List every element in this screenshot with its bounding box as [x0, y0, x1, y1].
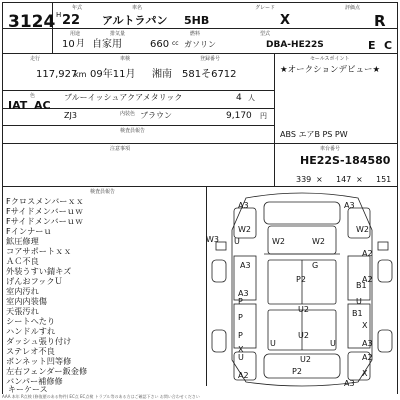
- displacement-unit: cc: [172, 40, 179, 47]
- score: R: [374, 12, 386, 30]
- damage-mark: P2: [292, 367, 302, 376]
- inspection-note: Fサイドメンバーｕｗ: [6, 206, 84, 216]
- hdr-type: 型式: [260, 31, 271, 37]
- inspection-note: コアサポートｘｘ: [6, 246, 72, 256]
- inspection-note: 室内汚れ: [6, 286, 39, 296]
- inspection-note: シートへたり: [6, 316, 56, 326]
- hdr-usage: 用途: [70, 31, 81, 37]
- int-grade: C: [384, 39, 393, 52]
- inspection-note: Fインナーｕ: [6, 226, 52, 236]
- damage-mark: A3: [240, 261, 251, 270]
- damage-mark: U: [330, 339, 336, 348]
- damage-mark: W2: [238, 225, 251, 234]
- hdr-notes: 注意事項: [110, 146, 131, 152]
- load-capacity: 9,170: [226, 111, 252, 121]
- damage-mark: U2: [298, 331, 309, 340]
- year-prefix: H: [56, 11, 62, 19]
- hdr-car-name: 車名: [132, 5, 143, 11]
- damage-mark: A3: [362, 339, 373, 348]
- damage-mark: B1: [356, 281, 367, 290]
- damage-mark: U: [238, 353, 244, 362]
- aircon: AC: [34, 99, 51, 112]
- hdr-score: 評価点: [345, 5, 361, 11]
- month-unit: 月: [76, 39, 86, 49]
- dim-height: 151: [376, 175, 392, 184]
- hdr-fuel: 燃料: [190, 31, 201, 37]
- hdr-inspection: 車検: [120, 56, 131, 62]
- month: 10: [62, 39, 75, 50]
- chassis-code: DBA-HE22S: [266, 40, 324, 50]
- plate-area: 湘南: [152, 69, 172, 80]
- inspection-note: ボンネット凹等修: [6, 356, 72, 366]
- damage-mark: X: [238, 345, 244, 354]
- inspection-note: Fクロスメンバーｘｘ: [6, 196, 84, 206]
- color-name: ブルーイッシュアクアメタリック: [64, 93, 183, 102]
- car-name: アルトラパン: [102, 14, 168, 27]
- inspection-note: 天張汚れ: [6, 306, 39, 316]
- inspection-note: Fサイドメンバーｕｗ: [6, 216, 84, 226]
- interior-color: ブラウン: [140, 111, 172, 120]
- hdr-color: 色: [30, 93, 36, 99]
- lot-number: 3124: [8, 12, 56, 32]
- accessory: キーケース: [8, 385, 48, 394]
- inspection-date: 09年11月: [90, 69, 136, 80]
- damage-mark: G: [312, 261, 319, 270]
- damage-mark: P: [238, 331, 243, 340]
- dim-sep-2: ×: [356, 175, 363, 184]
- dim-length: 339: [296, 175, 312, 184]
- mileage-unit: km: [74, 70, 87, 79]
- inspection-note: 室内内装傷: [6, 296, 47, 306]
- damage-mark: U2: [298, 305, 309, 314]
- inspection-note: げんおフックＵ: [6, 276, 63, 286]
- damage-mark: A2: [362, 275, 373, 284]
- inspection-note: ハンドルすれ: [6, 326, 56, 336]
- inspection-note: ダッシュ張り付け: [6, 336, 72, 346]
- damage-mark: A2: [362, 353, 373, 362]
- hdr-plate: 登録番号: [200, 56, 221, 62]
- inspection-note: バンパー補修修: [6, 376, 63, 386]
- dim-width: 147: [336, 175, 352, 184]
- dim-sep-1: ×: [316, 175, 323, 184]
- damage-mark: U: [270, 339, 276, 348]
- damage-mark: A2: [238, 371, 249, 380]
- ext-grade: E: [368, 39, 376, 52]
- damage-mark: A3: [344, 201, 355, 210]
- year: 22: [62, 13, 81, 28]
- hdr-mileage: 走行: [30, 56, 41, 62]
- inspection-notes-list: [6, 196, 202, 386]
- chassis-number: HE22S-184580: [300, 154, 391, 167]
- plate-number: 581そ6712: [182, 69, 237, 80]
- grade: X: [280, 13, 291, 28]
- selling-points-hdr: セールスポイント: [310, 56, 350, 62]
- inspection-note: ステレオ不良: [6, 346, 55, 356]
- options: ABS エアB PS PW: [280, 130, 348, 139]
- damage-mark: W2: [272, 237, 285, 246]
- damage-mark: A3: [344, 379, 355, 388]
- hdr-year: 年式: [72, 5, 83, 11]
- damage-mark: U: [356, 297, 362, 306]
- damage-mark: A3: [238, 201, 249, 210]
- damage-mark: P2: [296, 275, 306, 284]
- hdr-remarks: 検査員報告: [120, 128, 146, 134]
- seats-unit: 人: [248, 94, 255, 102]
- inspection-note: 鉱圧修理: [6, 236, 39, 246]
- hdr-grade: グレード: [255, 5, 276, 11]
- seats: 4: [236, 93, 242, 103]
- damage-mark: A3: [238, 289, 249, 298]
- usage: 自家用: [92, 39, 122, 50]
- damage-mark: U: [234, 237, 240, 246]
- load-unit: 円: [260, 112, 267, 120]
- inspection-note: 外装うすい錆キズ: [6, 266, 72, 276]
- footer-note: AAA 本年 R点検 (修復歴のある物件) EC点 EC点検 トラブル等のある方はご確認下さい お問い合わせください: [2, 394, 200, 399]
- inspection-note: 左右フェンダー鈑金修: [6, 366, 88, 376]
- selling-points: ★オークションデビュー★: [280, 65, 381, 75]
- damage-mark: W2: [356, 225, 369, 234]
- damage-mark: X: [362, 321, 368, 330]
- model: 5HB: [184, 14, 210, 27]
- displacement: 660: [150, 39, 170, 50]
- damage-mark: P: [238, 313, 243, 322]
- mileage: 117,927: [36, 69, 78, 80]
- damage-mark: W2: [312, 237, 325, 246]
- hdr-interior: 内装色: [120, 111, 136, 117]
- hdr-cc: 排気量: [110, 31, 126, 37]
- damage-mark: B1: [352, 309, 363, 318]
- hdr-chassis: 車台番号: [320, 146, 341, 152]
- damage-mark: P: [238, 297, 243, 306]
- damage-mark: A2: [362, 249, 373, 258]
- inspection-note: ＡＣ不良: [6, 256, 39, 266]
- transmission: IAT: [8, 99, 28, 112]
- damage-mark: W3: [206, 235, 219, 244]
- color-code: ZJ3: [64, 111, 77, 120]
- damage-mark: U2: [300, 355, 311, 364]
- hdr-condition: 検査員報告: [90, 189, 116, 195]
- fuel: ガソリン: [184, 40, 216, 49]
- damage-mark: X: [362, 369, 368, 378]
